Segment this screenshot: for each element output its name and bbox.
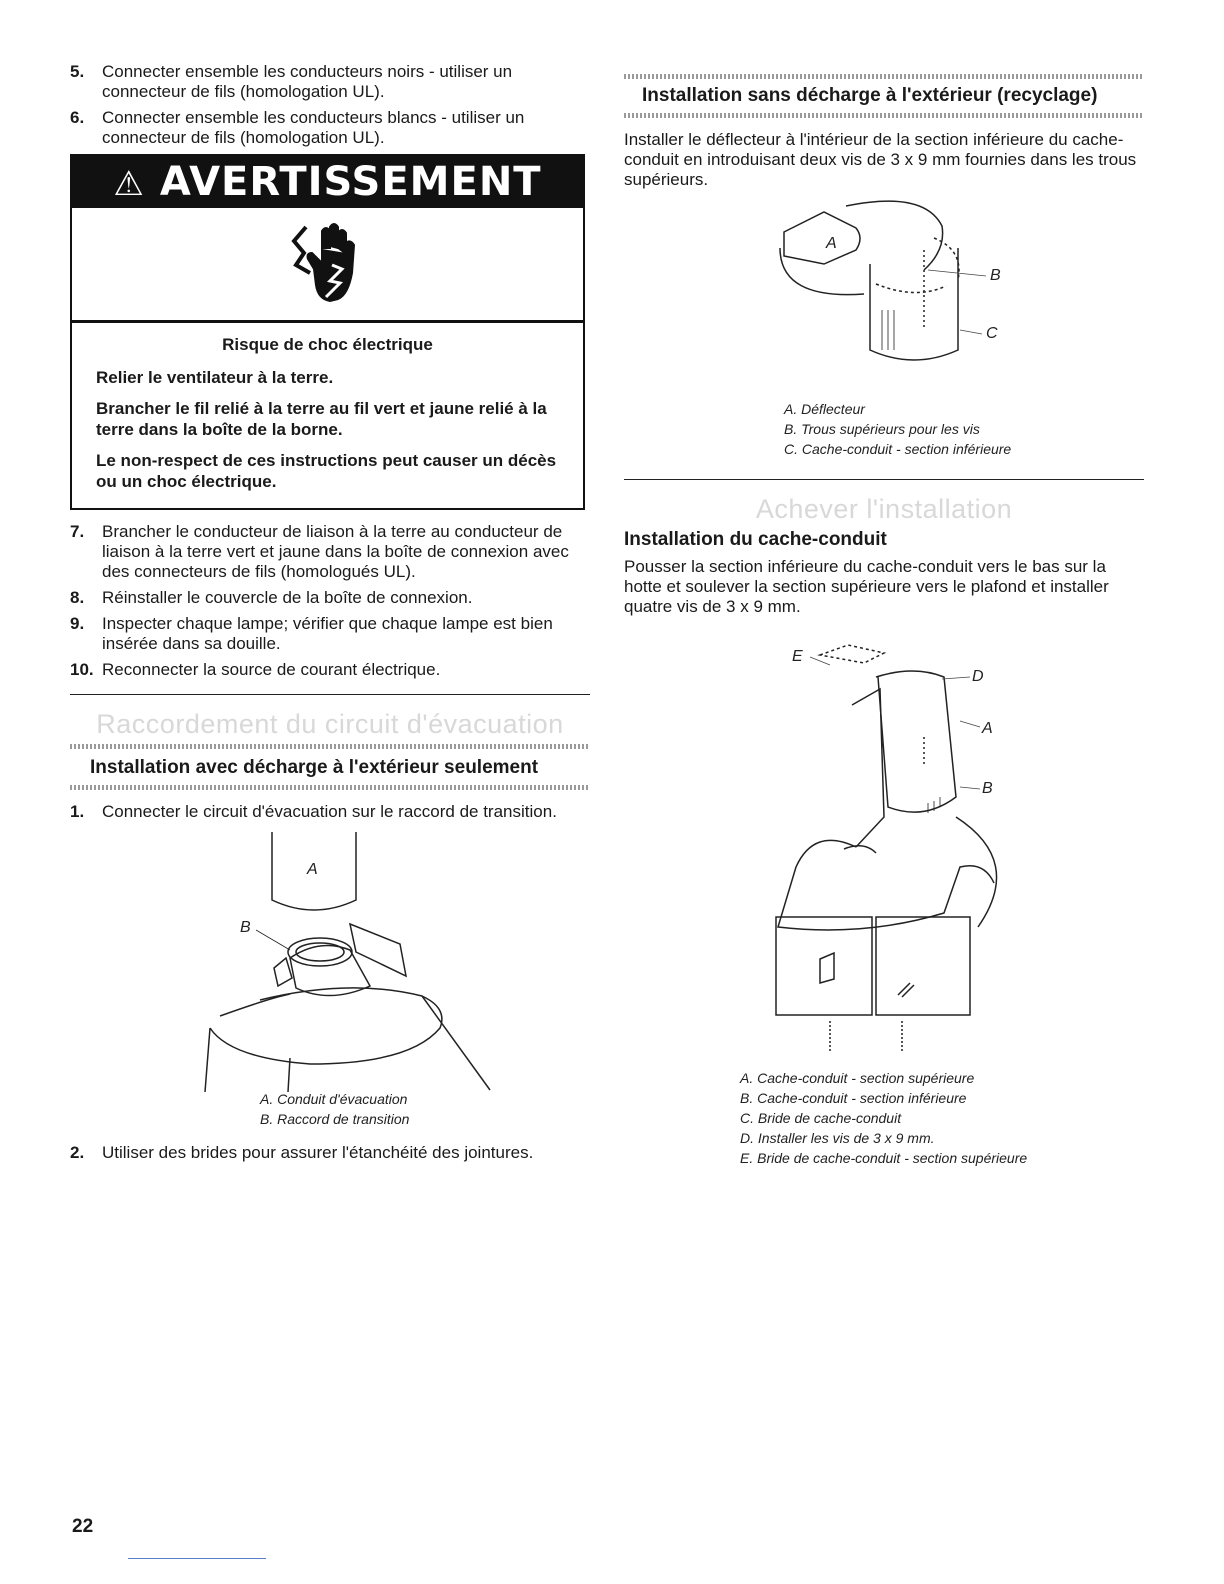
fig-label-a: A [307, 861, 318, 878]
sub-heading-exhaust: Installation avec décharge à l'extérieur seulement [90, 757, 539, 778]
fig1-label-b: B [990, 267, 1001, 284]
dotted-rule [70, 785, 590, 790]
right-column [624, 62, 1144, 1168]
transition-duct-figure [70, 828, 590, 1092]
exhaust-captions: A. Conduit d'évacuation B. Raccord de transition [260, 1091, 410, 1127]
cover-captions: A. Cache-conduit - section supérieure B. Cache-conduit - section inférieure C. Bride de cache-conduit D. Installer les vis de 3 x 9 mm. E. Bride de cache-conduit - section supérieure [740, 1070, 1028, 1166]
step-5: 5. Connecter ensemble les conducteurs noirs - utiliser un connecteur de fils (homologation UL). [70, 62, 513, 101]
recycle-paragraph: Installer le déflecteur à l'intérieur de la section inférieure du cache-conduit en introduisant deux vis de 3 x 9 mm fournies dans les trous supérieurs. [624, 130, 1137, 189]
sub-heading-cover: Installation du cache-conduit [624, 529, 887, 550]
warning-box [70, 154, 585, 510]
fig1-label-a: A [826, 235, 837, 252]
sub-heading-recycle: Installation sans décharge à l'extérieur (recyclage) [642, 85, 1098, 106]
fig2-label-b: B [982, 780, 993, 797]
dotted-rule [624, 113, 1144, 118]
page-number: 22 [72, 1516, 94, 1537]
fig1-label-c: C [986, 325, 998, 342]
section-title-exhaust: Raccordement du circuit d'évacuation [96, 709, 564, 739]
fig-label-b: B [240, 919, 251, 936]
section-divider [624, 479, 1144, 480]
shock-hazard-area [72, 208, 583, 323]
fig2-label-a: A [982, 720, 993, 737]
step-8: 8. Réinstaller le couvercle de la boîte de connexion. [70, 588, 473, 607]
section-divider [70, 694, 590, 695]
warning-risk: Risque de choc électrique [222, 335, 433, 354]
step-1: 1. Connecter le circuit d'évacuation sur le raccord de transition. [70, 802, 557, 821]
footer-rule [128, 1558, 266, 1559]
warning-triangle-icon: ⚠ [113, 164, 145, 204]
section-title-finish: Achever l'installation [755, 494, 1013, 524]
warning-line-1: Relier le ventilateur à la terre. [96, 368, 334, 387]
duct-cover-figure [624, 617, 1144, 1059]
deflector-captions: A. Déflecteur B. Trous supérieurs pour les vis C. Cache-conduit - section inférieure [784, 401, 1012, 457]
warning-header [72, 156, 583, 208]
dotted-rule [70, 744, 590, 749]
step-9: 9. Inspecter chaque lampe; vérifier que chaque lampe est bien insérée dans sa douille. [70, 614, 553, 653]
warning-body [72, 323, 583, 508]
electric-shock-icon [288, 219, 368, 309]
warning-title: AVERTISSEMENT [159, 159, 542, 205]
fig2-label-e: E [792, 648, 803, 665]
dotted-rule [624, 74, 1144, 79]
step-10: 10. Reconnecter la source de courant électrique. [70, 660, 441, 679]
step-6: 6. Connecter ensemble les conducteurs blancs - utiliser un connecteur de fils (homologation UL). [70, 108, 525, 147]
warning-line-2: Brancher le fil relié à la terre au fil vert et jaune relié à la terre dans la boîte de la borne. [96, 399, 547, 439]
step-2: 2. Utiliser des brides pour assurer l'étanchéité des jointures. [70, 1143, 534, 1162]
cover-paragraph: Pousser la section inférieure du cache-conduit vers le bas sur la hotte et soulever la section supérieure vers le plafond et installer quatre vis de 3 x 9 mm. [624, 557, 1109, 616]
deflector-figure [624, 190, 1144, 400]
step-7: 7. Brancher le conducteur de liaison à la terre au conducteur de liaison à la terre vert et jaune dans la boîte de connexion avec des connecteurs de fils (homologués UL). [70, 522, 569, 581]
warning-line-3: Le non-respect de ces instructions peut causer un décès ou un choc électrique. [96, 451, 557, 491]
fig2-label-d-top: D [972, 668, 984, 685]
left-column [70, 62, 590, 1169]
